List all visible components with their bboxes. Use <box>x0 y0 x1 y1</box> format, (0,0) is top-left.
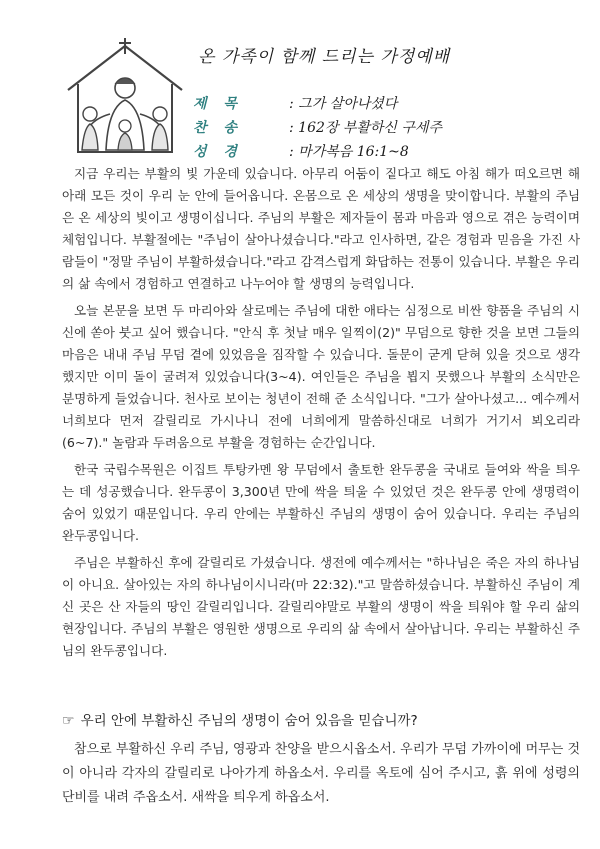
meta-label-title: 제 목 <box>193 96 243 112</box>
meta-value-title: : 그가 살아나셨다 <box>289 96 398 112</box>
meta-value-hymn: : 162장 부활하신 구세주 <box>289 120 442 136</box>
meta-label-hymn: 찬 송 <box>193 120 243 136</box>
prayer-text: 참으로 부활하신 우리 주님, 영광과 찬양을 받으시옵소서. 우리가 무덤 가까이에 머무는 것이 아니라 각자의 갈릴리로 나아가게 하옵소서. 우리를 옥토에 심어 주시고, 흙 위에 성령의 단비를 내려 주옵소서. 새싹을 틔우게 하옵소서. <box>62 742 580 805</box>
header <box>0 0 600 165</box>
meta-row-scripture <box>193 141 409 161</box>
sermon-body <box>62 163 580 667</box>
family-worship-logo <box>60 38 190 158</box>
meta-row-title <box>193 93 397 113</box>
sermon-paragraph: 오늘 본문을 보면 두 마리아와 살로메는 주님에 대한 애타는 심정으로 비싼 향품을 주님의 시신에 쏟아 붓고 싶어 했습니다. "안식 후 첫날 매우 일찍이(2)" 무덤으로 향한 것을 보면 그들의 마음은 내내 주님 무덤 곁에 있었음을 짐작할 수 있습니다. 돌문이 굳게 닫혀 있을 것으로 생각했지만 이미 돌이 굴려져 있었습니다(3~4). 여인들은 주님을 뵙지 못했으나 부활의 소식만은 분명하게 들었습니다. 천사로 보이는 청년이 전해 준 소식입니다. "그가 살아나셨고... 예수께서 너희보다 먼저 갈릴리로 가시나니 전에 너희에게 말씀하신대로 너희가 거기서 뵈오리라(6~7)." 놀람과 두려움으로 부활을 경험하는 순간입니다. <box>62 303 580 450</box>
closing-prayer <box>62 738 580 810</box>
sermon-paragraph: 지금 우리는 부활의 빛 가운데 있습니다. 아무리 어둠이 짙다고 해도 아침 해가 떠오르면 해 아래 모든 것이 우리 눈 안에 들어옵니다. 온몸으로 온 세상의 생명을 맞이합니다. 부활의 주님은 온 세상의 빛이고 생명이십니다. 주님의 부활은 제자들이 몸과 마음과 영으로 겪은 능력이며 체험입니다. 부활절에는 "주님이 살아나셨습니다."라고 인사하면, 같은 경험과 믿음을 가진 사람들이 "정말 주님이 부활하셨습니다."라고 감격스럽게 화답하는 전통이 있습니다. 부활은 우리의 삶 속에서 경험하고 연결하고 나누어야 할 생명의 능력입니다. <box>62 166 580 291</box>
meta-value-scripture: : 마가복음 16:1~8 <box>289 144 409 160</box>
question-text: 우리 안에 부활하신 주님의 생명이 숨어 있음을 믿습니까? <box>80 713 418 729</box>
meta-label-scripture: 성 경 <box>193 144 243 160</box>
sermon-paragraph: 주님은 부활하신 후에 갈릴리로 가셨습니다. 생전에 예수께서는 "하나님은 죽은 자의 하나님이 아니요. 살아있는 자의 하나님이시니라(마 22:32)."고 말씀하셨습니다. 부활하신 주님이 계신 곳은 산 자들의 땅인 갈릴리입니다. 갈릴리야말로 부활의 생명이 싹을 틔워야 할 우리 삶의 현장입니다. 주님의 부활은 영원한 생명으로 우리의 삶 속에서 살아납니다. 우리는 부활하신 주님의 완두콩입니다. <box>62 555 580 658</box>
worship-title: 온 가족이 함께 드리는 가정예배 <box>198 47 451 67</box>
reflection-question <box>62 709 582 729</box>
meta-row-hymn <box>193 117 442 137</box>
sermon-paragraph: 한국 국립수목원은 이집트 투탕카멘 왕 무덤에서 출토한 완두콩을 국내로 들여와 싹을 틔우는 데 성공했습니다. 완두콩이 3,300년 만에 싹을 틔울 수 있었던 것은 완두콩 안에 생명력이 숨어 있었기 때문입니다. 우리 안에는 부활하신 주님의 생명이 숨어 있습니다. 우리는 주님의 완두콩입니다. <box>62 462 580 543</box>
pointing-hand-icon: ☞ <box>62 713 75 729</box>
